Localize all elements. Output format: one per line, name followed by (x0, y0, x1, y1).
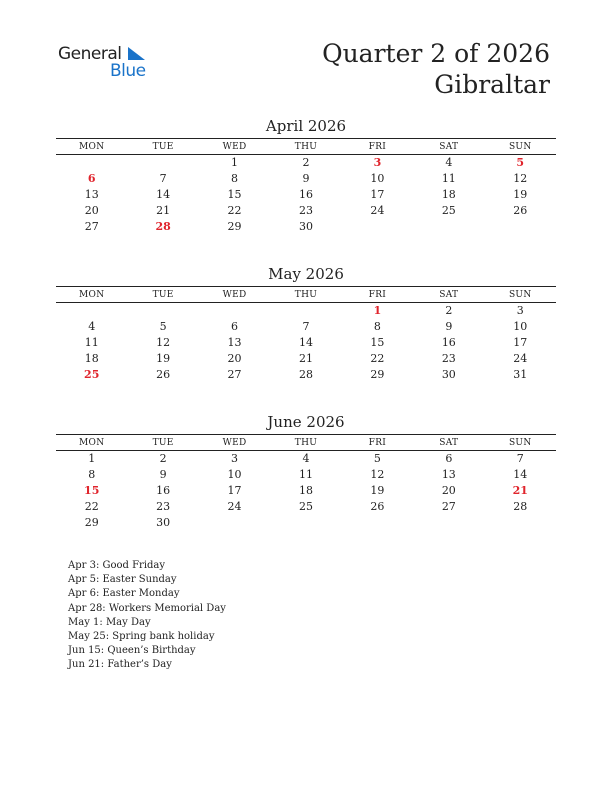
day-cell: 19 (370, 483, 385, 497)
holiday-day-cell: 6 (87, 172, 96, 186)
day-cell: 9 (159, 468, 167, 482)
day-cell: 31 (513, 367, 528, 381)
day-cell: 27 (227, 367, 242, 381)
day-cell: 10 (227, 468, 242, 482)
week-row (56, 335, 556, 351)
day-cell: 11 (298, 468, 313, 482)
week-row (56, 451, 556, 467)
day-cell: 5 (373, 452, 381, 466)
title-country: Gibraltar (434, 70, 550, 99)
logo-triangle-icon (126, 46, 146, 62)
day-cell: 13 (84, 187, 99, 201)
generalblue-logo (58, 44, 158, 84)
day-cell: 3 (231, 452, 239, 466)
day-cell: 8 (88, 468, 96, 482)
day-cell: 27 (441, 499, 456, 513)
day-cell: 4 (445, 156, 453, 170)
week-row (56, 366, 556, 382)
day-cell: 18 (298, 483, 313, 497)
day-cell: 17 (513, 335, 528, 349)
day-cell: 29 (84, 515, 99, 529)
weekday-header (56, 286, 556, 303)
weekday-label: SAT (439, 289, 459, 300)
day-cell: 12 (513, 172, 528, 186)
day-cell: 29 (370, 367, 385, 381)
month-title: May 2026 (268, 265, 344, 283)
day-cell: 3 (516, 304, 524, 318)
day-cell: 19 (156, 351, 171, 365)
day-cell: 26 (370, 499, 385, 513)
week-row (56, 498, 556, 514)
day-cell: 8 (373, 320, 381, 334)
day-cell: 29 (227, 219, 242, 233)
day-cell: 30 (441, 367, 456, 381)
weekday-label: FRI (368, 141, 387, 152)
day-cell: 18 (84, 351, 99, 365)
holiday-note: Apr 28: Workers Memorial Day (68, 602, 226, 614)
day-cell: 12 (156, 335, 171, 349)
day-cell: 11 (84, 335, 99, 349)
day-cell: 26 (156, 367, 171, 381)
holiday-note: Jun 15: Queen’s Birthday (68, 645, 196, 657)
weekday-label: FRI (368, 437, 387, 448)
day-cell: 12 (370, 468, 385, 482)
week-row (56, 319, 556, 335)
day-cell: 17 (370, 187, 385, 201)
day-cell: 2 (445, 304, 453, 318)
holiday-day-cell: 25 (84, 367, 100, 381)
weekday-label: WED (222, 289, 247, 300)
day-cell: 16 (298, 187, 313, 201)
month-calendar-june (56, 412, 556, 530)
weekday-label: SUN (508, 437, 532, 448)
weekday-label: WED (222, 437, 247, 448)
day-cell: 14 (298, 335, 313, 349)
week-row (56, 155, 556, 171)
day-cell: 15 (370, 335, 385, 349)
day-cell: 21 (298, 351, 313, 365)
day-cell: 6 (445, 452, 453, 466)
day-cell: 23 (441, 351, 456, 365)
month-calendar-april (56, 116, 556, 234)
weekday-label: THU (294, 141, 318, 152)
day-cell: 6 (231, 320, 239, 334)
day-cell: 26 (513, 203, 528, 217)
week-row (56, 514, 556, 530)
day-cell: 9 (445, 320, 453, 334)
day-cell: 17 (227, 483, 242, 497)
holiday-day-cell: 15 (84, 483, 100, 497)
title-quarter: Quarter 2 of 2026 (322, 39, 550, 68)
day-cell: 2 (159, 452, 167, 466)
weekday-label: TUE (152, 141, 174, 152)
weekday-header (56, 434, 556, 451)
weekday-label: THU (294, 437, 318, 448)
week-row (56, 171, 556, 187)
day-cell: 22 (370, 351, 385, 365)
day-cell: 22 (84, 499, 99, 513)
month-title: April 2026 (265, 117, 347, 135)
logo-text-general: General (58, 44, 122, 64)
week-row (56, 187, 556, 203)
day-cell: 21 (156, 203, 171, 217)
week-row (56, 350, 556, 366)
day-cell: 16 (441, 335, 456, 349)
weekday-label: THU (294, 289, 318, 300)
day-cell: 10 (370, 172, 385, 186)
holiday-day-cell: 5 (516, 156, 525, 170)
day-cell: 23 (298, 203, 313, 217)
weekday-label: SAT (439, 141, 459, 152)
day-cell: 20 (227, 351, 242, 365)
weekday-label: WED (222, 141, 247, 152)
day-cell: 23 (156, 499, 171, 513)
holiday-note: May 25: Spring bank holiday (68, 631, 215, 643)
day-cell: 2 (302, 156, 310, 170)
weekday-label: SUN (508, 289, 532, 300)
day-cell: 16 (156, 483, 171, 497)
week-row (56, 202, 556, 218)
day-cell: 19 (513, 187, 528, 201)
holiday-note: Apr 3: Good Friday (68, 560, 166, 571)
day-cell: 1 (231, 156, 239, 170)
weekday-header (56, 138, 556, 155)
day-cell: 27 (84, 219, 99, 233)
day-cell: 13 (227, 335, 242, 349)
month-title: June 2026 (267, 413, 345, 431)
month-calendar-may (56, 264, 556, 382)
week-row (56, 303, 556, 319)
weekday-label: MON (79, 289, 105, 300)
day-cell: 22 (227, 203, 242, 217)
holiday-day-cell: 28 (155, 219, 171, 233)
day-cell: 24 (513, 351, 528, 365)
holiday-note: Apr 6: Easter Monday (68, 588, 180, 600)
week-row (56, 218, 556, 234)
day-cell: 8 (231, 172, 239, 186)
holiday-day-cell: 3 (373, 156, 382, 170)
weekday-label: MON (79, 141, 105, 152)
page-title (322, 38, 550, 100)
week-row (56, 467, 556, 483)
holiday-note: May 1: May Day (68, 616, 151, 628)
day-cell: 7 (516, 452, 524, 466)
day-cell: 24 (227, 499, 242, 513)
holiday-note: Jun 21: Father’s Day (68, 659, 172, 671)
holiday-notes (68, 559, 226, 673)
day-cell: 25 (298, 499, 313, 513)
weekday-label: FRI (368, 289, 387, 300)
day-cell: 20 (84, 203, 99, 217)
day-cell: 5 (159, 320, 167, 334)
day-cell: 18 (441, 187, 456, 201)
day-cell: 1 (88, 452, 96, 466)
holiday-day-cell: 1 (373, 304, 382, 318)
day-cell: 28 (513, 499, 528, 513)
day-cell: 25 (441, 203, 456, 217)
holiday-day-cell: 21 (512, 483, 528, 497)
logo-text-blue: Blue (110, 61, 146, 81)
weekday-label: MON (79, 437, 105, 448)
day-cell: 30 (156, 515, 171, 529)
day-cell: 7 (302, 320, 310, 334)
holiday-note: Apr 5: Easter Sunday (68, 574, 177, 586)
day-cell: 9 (302, 172, 310, 186)
weekday-label: TUE (152, 289, 174, 300)
day-cell: 14 (156, 187, 171, 201)
day-cell: 24 (370, 203, 385, 217)
day-cell: 28 (298, 367, 313, 381)
day-cell: 10 (513, 320, 528, 334)
day-cell: 11 (441, 172, 456, 186)
day-cell: 14 (513, 468, 528, 482)
day-cell: 30 (298, 219, 313, 233)
day-cell: 4 (302, 452, 310, 466)
day-cell: 15 (227, 187, 242, 201)
week-row (56, 483, 556, 499)
day-cell: 7 (159, 172, 167, 186)
weekday-label: SUN (508, 141, 532, 152)
weekday-label: TUE (152, 437, 174, 448)
day-cell: 20 (441, 483, 456, 497)
day-cell: 13 (441, 468, 456, 482)
weekday-label: SAT (439, 437, 459, 448)
day-cell: 4 (88, 320, 96, 334)
